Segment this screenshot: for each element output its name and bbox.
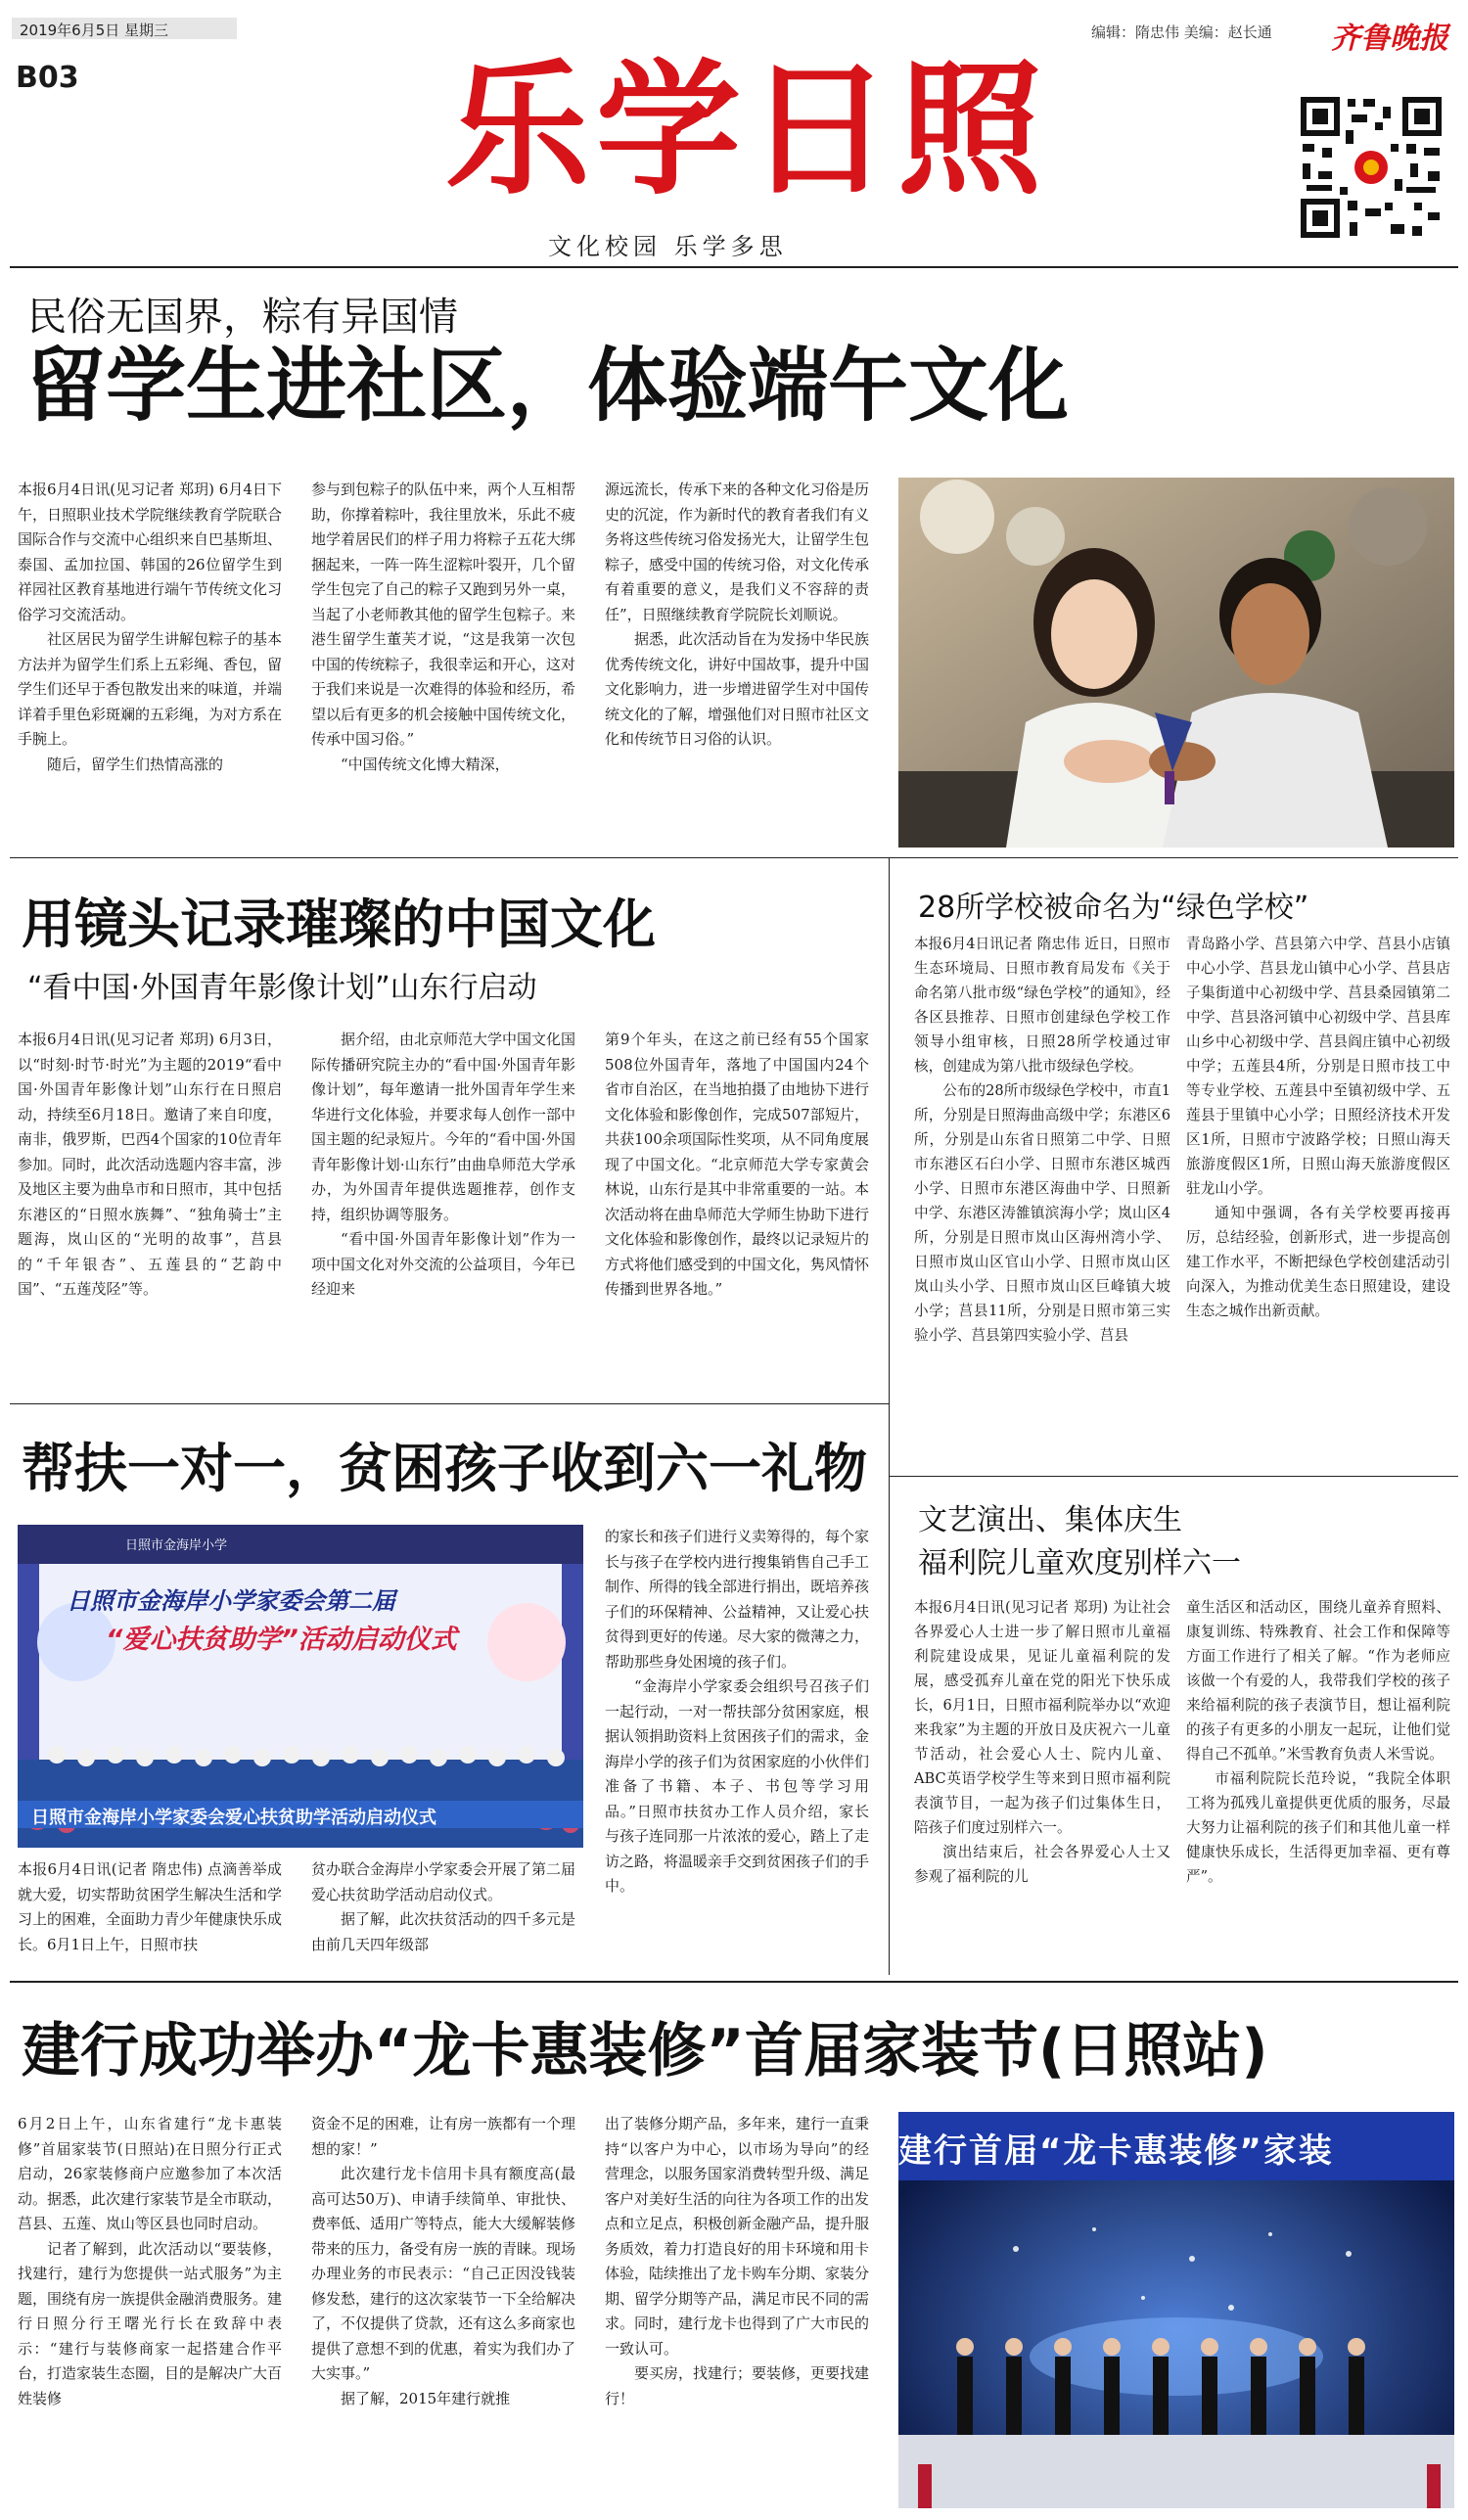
paragraph: 本报6月4日讯(见习记者 郑玥) 6月3日，以“时刻·时节·时光”为主题的2019“看中国·外国青年影像计划”山东行在日照启动，持续至6月18日。邀请了来自印度，南非，俄罗斯，巴西4个国家的10位青年参加。同时，此次活动选题内容丰富，涉及地区主要为曲阜市和日照市，其中包括东港区的“日照水族舞”、“独角骑士”主题海，岚山区的“光明的故事”，莒县的“千年银杏”、五莲县的“艺韵中国”、“五莲茂陉”等。 xyxy=(18,1031,282,1298)
paragraph: “中国传统文化博大精深， xyxy=(341,755,510,773)
a1-column-3 xyxy=(605,478,869,849)
paragraph: 源远流长，传承下来的各种文化习俗是历史的沉淀，作为新时代的教育者我们有义务将这些传统习俗发扬光大，让留学生包粽子，感受中国的传统习俗，对文化传承有着重要的意义，是我们义不容辞的责任”，日照继续教育学院院长刘顺说。 xyxy=(605,481,869,623)
photo-banner-line-2: “爱心扶贫助学”活动启动仪式 xyxy=(106,1625,457,1655)
paragraph: 6月2日上午，山东省建行“龙卡惠装修”首届家装节(日照站)在日照分行正式启动，26家装修商户应邀参加了本次活动。据悉，此次建行家装节是全市联动，莒县、五莲、岚山等区县也同时启动。 xyxy=(18,2115,282,2232)
paragraph: 第9个年头，在这之前已经有55个国家508位外国青年，落地了中国国内24个省市自治区，在当地拍摄了由地协下进行文化体验和影像创作，完成507部短片，共获100余项国际性奖项，从不同角度展现了中国文化。“北京师范大学专家黄会林说，山东行是其中非常重要的一站。本次活动将在曲阜师范大学师生协助下进行文化体验和影像创作，最终以记录短片的方式将他们感受到的中国文化，隽风情怀传播到世界各地。” xyxy=(605,1031,869,1298)
a5-column-2 xyxy=(1186,1595,1450,1975)
a3-column-2 xyxy=(1186,932,1450,1475)
paragraph: 资金不足的困难，让有房一族都有一个理想的家！” xyxy=(311,2115,575,2158)
paragraph: 记者了解到，此次活动以“要装修，找建行，建行为您提供一站式服务”为主题，围绕有房一族提供金融消费服务。建行日照分行王曙光行长在致辞中表示：“建行与装修商家一起搭建合作平台，打造家装生态圈，目的是解决广大百姓装修 xyxy=(18,2239,282,2407)
section-rule xyxy=(889,1476,1458,1477)
a6-column-3 xyxy=(605,2112,869,2508)
a1-kicker: 民俗无国界，粽有异国情 xyxy=(27,295,458,340)
paragraph: 本报6月4日讯(见习记者 郑玥) 为让社会各界爱心人士进一步了解日照市儿童福利院建设成果，见证儿童福利院的发展，感受孤弃儿童在党的阳光下快乐成长，6月1日，日照市福利院举办以“欢迎来我家”为主题的开放日及庆祝六一儿童节活动，社会爱心人士、院内儿童、ABC英语学校学生等来到日照市福利院表演节目，一起为孩子们过集体生日，陪孩子们度过别样六一。 xyxy=(914,1599,1170,1836)
issue-date: 2019年6月5日 星期三 xyxy=(20,22,169,39)
a5-title-1: 文艺演出、集体庆生 xyxy=(918,1503,1182,1537)
paragraph: 公布的28所市级绿色学校中，市直1所，分别是日照海曲高级中学；东港区6所，分别是山东省日照第二中学、日照市东港区石臼小学、日照市东港区城西小学、日照市东港区海曲中学、日照新中学、东港区涛雒镇滨海小学；岚山区4所，分别是日照市岚山区海州湾小学、日照市岚山区官山小学、日照市岚山区岚山头小学、日照市岚山区巨峰镇大坡小学；莒县11所，分别是日照市第三实验小学、莒县第四实验小学、莒县 xyxy=(914,1082,1170,1344)
paragraph: “看中国·外国青年影像计划”作为一项中国文化对外交流的公益项目，今年已经迎来 xyxy=(311,1230,575,1298)
paragraph: 演出结束后，社会各界爱心人士又参观了福利院的儿 xyxy=(914,1844,1170,1885)
paragraph: “金海岸小学家委会组织号召孩子们一起行动，一对一帮扶部分贫困家庭，根据认领捐助资料上贫困孩子们的需求，金海岸小学的孩子们为贫困家庭的小伙伴们准备了书籍、本子、书包等学习用品。”日照市扶贫办工作人员介绍，家长与孩子连同那一片浓浓的爱心，踏上了走访之路，将温暖亲手交到贫困孩子们的手中。 xyxy=(605,1677,869,1895)
a6-column-1 xyxy=(18,2112,282,2508)
a1-column-2 xyxy=(311,478,575,849)
header-rule xyxy=(10,266,1458,268)
paragraph: 本报6月4日讯(见习记者 郑玥) 6月4日下午，日照职业技术学院继续教育学院联合国际合作与交流中心组织来自巴基斯坦、泰国、孟加拉国、韩国的26位留学生到祥园社区教育基地进行端午节传统文化习俗学习交流活动。 xyxy=(18,481,282,623)
editors-credit: 编辑：隋忠伟 美编：赵长通 xyxy=(1091,23,1272,41)
a4-column-side xyxy=(605,1525,869,1975)
masthead-title: 乐学日照 xyxy=(445,44,1048,214)
section-rule xyxy=(10,1403,889,1404)
paragraph: 要买房，找建行；要装修，更要找建行！ xyxy=(605,2364,869,2407)
paragraph: 随后，留学生们热情高涨的 xyxy=(47,755,224,773)
a6-column-2 xyxy=(311,2112,575,2508)
a1-column-1 xyxy=(18,478,282,849)
paragraph: 此次建行龙卡信用卡具有额度高(最高可达50万)、申请手续简单、审批快、费率低、适用广等特点，能大大缓解装修带来的压力，备受有房一族的青睐。现场办理业务的市民表示：“自己正因没钱装修发愁，建行的这次家装节一下全给解决了，不仅提供了贷款，还有这么多商家也提供了意想不到的优惠，着实为我们办了大实事。” xyxy=(311,2165,575,2382)
paragraph: 贫办联合金海岸小学家委会开展了第二届爱心扶贫助学活动启动仪式。 xyxy=(311,1860,575,1903)
a4-column-2 xyxy=(311,1857,575,1975)
section-rule xyxy=(10,1981,1458,1983)
a2-column-3 xyxy=(605,1028,869,1395)
a2-subtitle: “看中国·外国青年影像计划”山东行启动 xyxy=(27,971,537,1005)
a2-title: 用镜头记录璀璨的中国文化 xyxy=(22,893,656,955)
paragraph: 通知中强调，各有关学校要再接再厉，总结经验，创新形式，进一步提高创建工作水平，不断把绿色学校创建活动引向深入，为推动优美生态日照建设，建设生态之城作出新贡献。 xyxy=(1186,1205,1450,1319)
vertical-rule xyxy=(889,857,890,1975)
section-rule xyxy=(10,857,1458,858)
a4-title: 帮扶一对一，贫困孩子收到六一礼物 xyxy=(22,1438,867,1499)
a6-title: 建行成功举办“龙卡惠装修”首届家装节(日照站) xyxy=(22,2017,1268,2085)
paragraph: 据介绍，由北京师范大学中国文化国际传播研究院主办的“看中国·外国青年影像计划”，每年邀请一批外国青年学生来华进行文化体验，并要求每人创作一部中国主题的纪录短片。今年的“看中国·外国青年影像计划·山东行”由曲阜师范大学承办，为外国青年提供选题推荐，创作支持，组织协调等服务。 xyxy=(311,1031,575,1223)
paragraph: 据了解，2015年建行就推 xyxy=(341,2389,511,2407)
a3-column-1 xyxy=(914,932,1170,1475)
paragraph: 的家长和孩子们进行义卖筹得的，每个家长与孩子在学校内进行搜集销售自己手工制作、所得的钱全部进行捐出，既培养孩子们的环保精神、公益精神，又让爱心扶贫得到更好的传递。尽大家的微薄之力，帮助那些身处困境的孩子们。 xyxy=(605,1528,869,1671)
photo-banner-bottom: 日照市金海岸小学家委会爱心扶贫助学活动启动仪式 xyxy=(31,1808,436,1828)
paragraph: 据了解，此次扶贫活动的四千多元是由前几天四年级部 xyxy=(311,1910,575,1953)
paragraph: 市福利院院长范玲说，“我院全体职工将为孤残儿童提供更优质的服务，尽最大努力让福利院的孩子们和其他儿童一样健康快乐成长，生活得更加幸福、更有尊严”。 xyxy=(1186,1770,1450,1885)
paragraph: 出了装修分期产品，多年来，建行一直秉持“以客户为中心，以市场为导向”的经营理念，以服务国家消费转型升级、满足客户对美好生活的向往为各项工作的出发点和立足点，积极创新金融产品，提升服务质效，着力打造良好的用卡环境和用卡体验，陆续推出了龙卡购车分期、家装分期、留学分期等产品，满足市民不同的需求。同时，建行龙卡也得到了广大市民的一致认可。 xyxy=(605,2115,869,2358)
a5-column-1 xyxy=(914,1595,1170,1975)
paragraph: 据悉，此次活动旨在为发扬中华民族优秀传统文化，讲好中国故事，提升中国文化影响力，进一步增进留学生对中国传统文化的了解，增强他们对日照市社区文化和传统节日习俗的认识。 xyxy=(605,630,869,748)
paragraph: 本报6月4日讯记者 隋忠伟 近日，日照市生态环境局、日照市教育局发布《关于命名第八批市级“绿色学校”的通知》，经各区县推荐、日照市创建绿色学校工作领导小组审核，日照28所学校通过审核，创建成为第八批市级绿色学校。 xyxy=(914,936,1170,1075)
paper-logo: 齐鲁晚报 xyxy=(1331,22,1448,56)
a2-column-2 xyxy=(311,1028,575,1395)
paragraph: 社区居民为留学生讲解包粽子的基本方法并为留学生们系上五彩绳、香包，留学生们还早于香包散发出来的味道，并端详着手里色彩斑斓的五彩绳，为对方系在手腕上。 xyxy=(18,630,282,748)
page-number: B03 xyxy=(16,61,79,95)
qr-code[interactable] xyxy=(1297,93,1445,242)
photo-banner-line-1: 日照市金海岸小学家委会第二届 xyxy=(67,1587,395,1615)
paragraph: 参与到包粽子的队伍中来，两个人互相帮助，你撑着粽叶，我往里放米，乐此不疲地学着居民们的样子用力将粽子五花大绑捆起来，一阵一阵生涩粽叶裂开，几个留学生包完了自己的粽子又跑到另外一桌，当起了小老师教其他的留学生包粽子。来港生留学生董芙才说，“这是我第一次包中国的传统粽子，我很幸运和开心，这对于我们来说是一次难得的体验和经历，希望以后有更多的机会接触中国传统文化，传承中国习俗。” xyxy=(311,481,575,748)
a4-column-1 xyxy=(18,1857,282,1975)
paragraph: 本报6月4日讯(记者 隋忠伟) 点滴善举成就大爱，切实帮助贫困学生解决生活和学习上的困难，全面助力青少年健康快乐成长。6月1日上午，日照市扶 xyxy=(18,1860,282,1953)
photo-school-name: 日照市金海岸小学 xyxy=(125,1538,228,1553)
a1-title: 留学生进社区，体验端午文化 xyxy=(25,340,1070,433)
paragraph: 青岛路小学、莒县第六中学、莒县小店镇中心小学、莒县龙山镇中心小学、莒县店子集街道中心初级中学、莒县桑园镇第二中学、莒县洛河镇中心初级中学、莒县库山乡中心初级中学、莒县阎庄镇中心初级中学；五莲县4所，分别是日照市技工中等专业学校、五莲县中至镇初级中学、五莲县于里镇中心小学；日照经济技术开发区1所，日照市宁波路学校；日照山海天旅游度假区1所，日照山海天旅游度假区驻龙山小学。 xyxy=(1186,936,1450,1197)
a6-photo-stage xyxy=(898,2112,1454,2508)
paragraph: 童生活区和活动区，围绕儿童养育照料、康复训练、特殊教育、社会工作和保障等方面工作进行了相关了解。“作为老师应该做一个有爱的人，我带我们学校的孩子来给福利院的孩子表演节目，想让福利院的孩子有更多的小朋友一起玩，让他们觉得自己不孤单。”米雪教育负责人米雪说。 xyxy=(1186,1599,1450,1763)
a3-title: 28所学校被命名为“绿色学校” xyxy=(918,891,1309,925)
a4-photo-ceremony xyxy=(18,1525,583,1848)
masthead-slogan: 文化校园 乐学多思 xyxy=(548,233,788,260)
a1-photo-students xyxy=(898,478,1454,848)
a2-column-1 xyxy=(18,1028,282,1395)
a5-title-2: 福利院儿童欢度别样六一 xyxy=(918,1546,1241,1581)
photo-banner: 建行首届“龙卡惠装修”家装 xyxy=(898,2131,1334,2171)
